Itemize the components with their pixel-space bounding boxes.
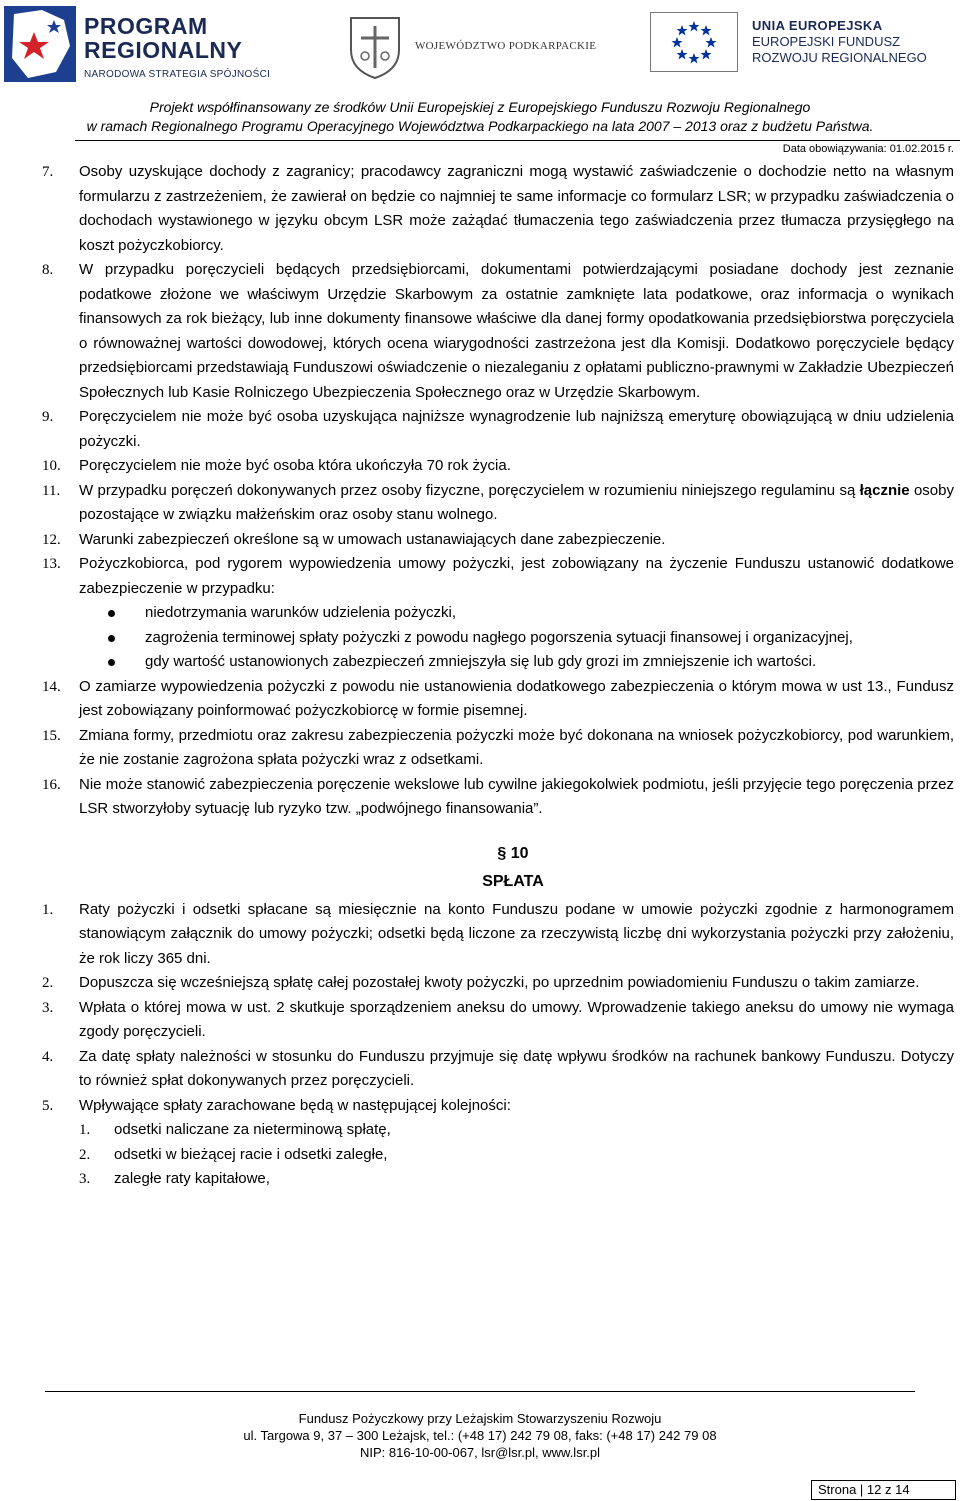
page-footer <box>0 1410 960 1461</box>
list-item: 14. O zamiarze wypowiedzenia pożyczki z powodu nie ustanowienia dodatkowego zabezpieczenia o którym mowa w ust 13., Fundusz jest zobowiązany poinformować pożyczkobiorcę w formie pisemnej. <box>42 677 954 719</box>
bullet-icon <box>108 610 115 617</box>
project-cofinancing-line-1: Projekt współfinansowany ze środków Unii Europejskiej z Europejskiego Funduszu Rozwoju Regionalnego <box>149 99 811 115</box>
eu-flag-icon <box>650 12 738 72</box>
page-header <box>0 0 960 135</box>
coat-of-arms-icon <box>345 12 405 82</box>
star-map-icon <box>4 6 76 82</box>
page-number: Strona | 12 z 14 <box>811 1480 956 1500</box>
sub-list-item: 3. zaległe raty kapitałowe, <box>79 1170 270 1187</box>
wojewodztwo-logo-text: WOJEWÓDZTWO PODKARPACKIE <box>415 40 597 52</box>
wojewodztwo-logo <box>345 12 597 82</box>
bullet-icon <box>108 635 115 642</box>
bullet-icon <box>108 659 115 666</box>
list-item: 8. W przypadku poręczycieli będących przedsiębiorcami, dokumentami potwierdzającymi posiadane dochody jest zeznanie podatkowe złożone we właściwym Urzędzie Skarbowym za ostatnie zamknięte lata podatkowe, oraz informacja o wynikach finansowych za rok bieżący, lub inne dokumenty finansowe właściwe dla danej formy opodatkowania przedsiębiorstwa poręczyciela o równoważnej wartości dowodowej, których ocena wiarygodności zastrzeżona jest dla Komisji. Dodatkowo poręczyciele będący przedsiębiorcami przedstawiają Funduszowi oświadczenie o niezaleganiu z opłatami publiczno-prawnymi w Zakładzie Ubezpieczeń Społecznych lub Kasie Rolniczego Ubezpieczenia Społecznego oraz w Urzędzie Skarbowym. <box>42 261 954 401</box>
sub-list-item: 1. odsetki naliczane za nieterminową spłatę, <box>79 1121 391 1138</box>
section-number: § 10 <box>497 844 529 862</box>
program-regionalny-logo <box>4 6 271 82</box>
sub-list-item: 2. odsetki w bieżącej racie i odsetki zaległe, <box>79 1145 388 1163</box>
section-title: SPŁATA <box>482 872 544 890</box>
footer-contact: NIP: 816-10-00-067, lsr@lsr.pl, www.lsr.pl <box>359 1445 601 1460</box>
effective-date: Data obowiązywania: 01.02.2015 r. <box>782 143 954 155</box>
list-item: 15. Zmiana formy, przedmiotu oraz zakresu zabezpieczenia pożyczki może być dokonana na wniosek pożyczkobiorcy, pod warunkiem, że nie zostanie zagrożona spłata pożyczki wraz z odsetkami. <box>42 726 954 768</box>
footer-organization: Fundusz Pożyczkowy przy Leżajskim Stowarzyszeniu Rozwoju <box>298 1411 662 1426</box>
list-item: 7. Osoby uzyskujące dochody z zagranicy; pracodawcy zagraniczni mogą wystawić zaświadczenie o dochodzie netto na własnym formularzu z zastrzeżeniem, że zawierał on będzie co najmniej te same informacje co formularz LSR; w przypadku zaświadczenia o dochodach wystawionego w języku obcym LSR może zażądać tłumaczenia tego zaświadczenia przez tłumacza przysięgłego na koszt pożyczkobiorcy. <box>42 163 954 254</box>
bullet-list <box>79 601 954 675</box>
document-body <box>42 160 954 1192</box>
list-item: 11. W przypadku poręczeń dokonywanych przez osoby fizyczne, poręczycielem w rozumieniu niniejszego regulaminu są łącznie osoby pozostające w związku małżeńskim oraz osoby stanu wolnego. <box>42 481 954 523</box>
list-item: 1. Raty pożyczki i odsetki spłacane są miesięcznie na konto Funduszu podane w umowie pożyczki zgodnie z harmonogramem stanowiącym załącznik do umowy pożyczki; odsetki będą liczone za rzeczywistą liczbę dni wykorzystania pożyczki przy założeniu, że rok liczy 365 dni. <box>42 900 954 967</box>
header-divider <box>75 140 960 141</box>
list-item: 13. Pożyczkobiorca, pod rygorem wypowiedzenia umowy pożyczki, jest zobowiązany na życzenie Funduszu ustanowić dodatkowe zabezpieczenie w przypadku: niedotrzymania warunków udzielenia pożyczki, zagrożenia terminowej spłaty pożyczki z powodu nagłego pogorszenia sytuacji finansowej i organizacyjnej, gdy wartość ustanowionych zabezpieczeń zmniejszyła się lub gdy grozi im zmniejszenie ich wartości. <box>42 552 954 675</box>
list-item: 3. Wpłata o której mowa w ust. 2 skutkuje sporządzeniem aneksu do umowy. Wprowadzenie takiego aneksu do umowy nie wymaga zgody poręczycieli. <box>42 998 954 1040</box>
list-item: 5. Wpływające spłaty zarachowane będą w następującej kolejności: 1. odsetki naliczane za nieterminową spłatę, 2. odsetki w bieżącej racie i odsetki zaległe, 3. zaległe raty kapitałowe, <box>42 1094 954 1192</box>
list-item: 10. Poręczycielem nie może być osoba która ukończyła 70 rok życia. <box>42 457 511 474</box>
bullet-item: zagrożenia terminowej spłaty pożyczki z powodu nagłego pogorszenia sytuacji finansowej i organizacyjnej, <box>79 626 954 651</box>
list-item: 9. Poręczycielem nie może być osoba uzyskująca najniższe wynagrodzenie lub najniższą emeryturę obowiązującą w dniu udzielenia pożyczki. <box>42 408 954 450</box>
bullet-item: gdy wartość ustanowionych zabezpieczeń zmniejszyła się lub gdy grozi im zmniejszenie ich wartości. <box>79 650 954 675</box>
list-item: 12. Warunki zabezpieczeń określone są w umowach ustanawiających dane zabezpieczenie. <box>42 530 666 548</box>
bullet-item: niedotrzymania warunków udzielenia pożyczki, <box>79 601 954 626</box>
eu-logo <box>650 12 950 74</box>
eu-logo-text: UNIA EUROPEJSKA EUROPEJSKI FUNDUSZ ROZWOJU REGIONALNEGO <box>752 18 927 65</box>
program-logo-title: PROGRAM REGIONALNY <box>84 13 243 63</box>
project-cofinancing-line-2: w ramach Regionalnego Programu Operacyjnego Województwa Podkarpackiego na lata 2007 – 2013 oraz z budżetu Państwa. <box>86 118 874 134</box>
footer-address: ul. Targowa 9, 37 – 300 Leżajsk, tel.: (+48 17) 242 79 08, faks: (+48 17) 242 79 08 <box>243 1428 717 1443</box>
footer-divider <box>45 1391 915 1392</box>
list-item: 16. Nie może stanowić zabezpieczenia poręczenie wekslowe lub cywilne jakiegokolwiek podmiotu, jeśli przyjęcie tego poręczenia przez LSR stworzyłoby sytuację lub ryzyko tzw. „podwójnego finansowania”. <box>42 775 954 817</box>
list-item: 4. Za datę spłaty należności w stosunku do Funduszu przyjmuje się datę wpływu środków na rachunek bankowy Funduszu. Dotyczy to również spłat dokonywanych przez poręczycieli. <box>42 1047 954 1089</box>
program-logo-subtitle: NARODOWA STRATEGIA SPÓJNOŚCI <box>84 69 271 80</box>
list-item: 2. Dopuszcza się wcześniejszą spłatę całej pozostałej kwoty pożyczki, po uprzednim powiadomieniu Funduszu o takim zamiarze. <box>42 974 920 991</box>
emphasis-text: łącznie <box>859 481 910 499</box>
